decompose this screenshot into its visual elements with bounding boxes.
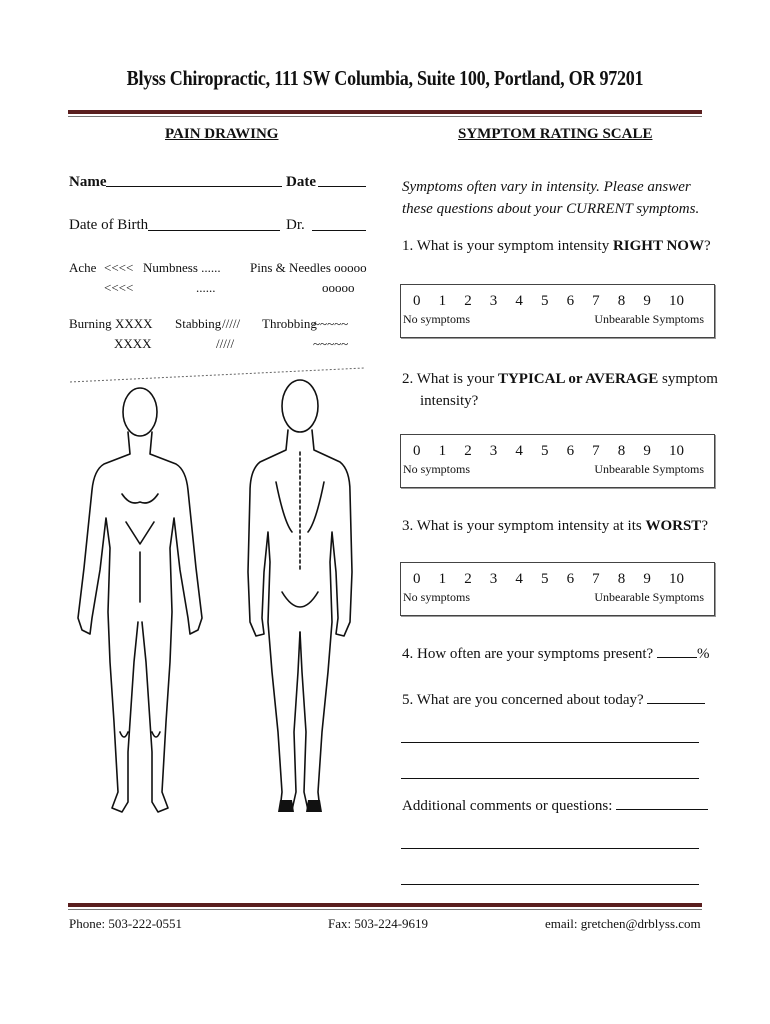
legend-burning-symbol: XXXX — [115, 316, 153, 331]
q2-text-line-2: intensity? — [420, 393, 479, 409]
footer-divider — [68, 903, 702, 907]
scale-3-high: Unbearable Symptoms — [594, 590, 704, 604]
doctor-field[interactable] — [312, 230, 366, 231]
scale-3-option-4[interactable]: 4 — [515, 571, 523, 587]
scale-2-option-9[interactable]: 9 — [643, 443, 651, 459]
legend-throbbing-symbol-2: ~~~~~ — [313, 336, 349, 351]
legend-ache-symbol-2: <<<< — [104, 280, 134, 295]
date-label: Date — [286, 174, 316, 190]
scale-2-option-10[interactable]: 10 — [668, 443, 684, 459]
scale-2-high: Unbearable Symptoms — [594, 462, 704, 476]
scale-3-option-1[interactable]: 1 — [438, 571, 447, 587]
scale-2-option-1[interactable]: 1 — [438, 443, 447, 459]
scale-3-option-8[interactable]: 8 — [617, 571, 626, 587]
scale-2-option-6[interactable]: 6 — [566, 443, 575, 459]
q2-emphasis: TYPICAL or AVERAGE — [497, 371, 659, 387]
q1-end: ? — [703, 238, 711, 254]
scale-2-option-8[interactable]: 8 — [617, 443, 626, 459]
header-divider — [68, 110, 702, 114]
scale-3-option-6[interactable]: 6 — [566, 571, 575, 587]
scale-2-option-2[interactable]: 2 — [464, 443, 472, 459]
page-title: Blyss Chiropractic, 111 SW Columbia, Suite 100, Portland, OR 97201 — [126, 66, 644, 90]
scale-3-option-10[interactable]: 10 — [668, 571, 684, 587]
scale-1-option-9[interactable]: 9 — [643, 293, 651, 309]
scale-3-option-7[interactable]: 7 — [592, 571, 600, 587]
scale-1-high: Unbearable Symptoms — [594, 312, 704, 326]
scale-1-numbers[interactable] — [401, 293, 714, 310]
legend-ache: Ache — [69, 260, 97, 275]
legend-burning: Burning — [69, 316, 112, 331]
scale-box-2[interactable] — [400, 434, 715, 488]
q3-end: ? — [701, 518, 708, 534]
legend-pins-symbol-2: ooooo — [322, 280, 355, 295]
comments-line-2[interactable] — [401, 848, 699, 849]
scale-1-option-4[interactable]: 4 — [515, 293, 523, 309]
back-body-outline — [248, 380, 352, 810]
scale-2-option-5[interactable]: 5 — [540, 443, 549, 459]
scale-2-option-3[interactable]: 3 — [489, 443, 498, 459]
frequency-field[interactable] — [657, 657, 697, 658]
scale-3-option-5[interactable]: 5 — [540, 571, 549, 587]
footer-email[interactable]: email: gretchen@drblyss.com — [545, 916, 701, 931]
q4-text: 4. How often are your symptoms present? — [402, 646, 657, 662]
q3-text: 3. What is your symptom intensity at its — [402, 518, 646, 534]
scale-1-option-2[interactable]: 2 — [464, 293, 472, 309]
dob-field[interactable] — [148, 230, 280, 231]
concern-field[interactable] — [647, 703, 705, 704]
footer-fax: Fax: 503-224-9619 — [328, 916, 429, 931]
question-1 — [402, 238, 711, 255]
body-diagram[interactable] — [70, 372, 370, 832]
scale-2-low: No symptoms — [403, 462, 471, 476]
legend-numbness-symbol-2: ...... — [196, 280, 216, 295]
legend-throbbing-symbol: ~~~~~ — [313, 316, 349, 331]
scale-1-option-8[interactable]: 8 — [617, 293, 626, 309]
scale-2-option-7[interactable]: 7 — [592, 443, 600, 459]
scale-3-numbers[interactable] — [401, 571, 714, 588]
q1-emphasis: RIGHT NOW — [612, 238, 704, 254]
scale-1-option-5[interactable]: 5 — [540, 293, 549, 309]
scale-1-option-6[interactable]: 6 — [566, 293, 575, 309]
scale-1-option-10[interactable]: 10 — [668, 293, 684, 309]
q1-text: 1. What is your symptom intensity — [402, 238, 613, 254]
question-5 — [402, 692, 705, 709]
intro-text: Symptoms often vary in intensity. Please answer these questions about your CURRENT symptoms. — [402, 179, 700, 217]
question-3 — [402, 518, 708, 535]
question-4 — [402, 646, 709, 663]
legend-pins-needles: Pins & Needles ooooo — [250, 260, 367, 275]
scale-1-low: No symptoms — [403, 312, 471, 326]
legend-ache-symbol: <<<< — [104, 260, 134, 275]
legend-numbness: Numbness ...... — [143, 260, 221, 275]
comments-label: Additional comments or questions: — [402, 798, 613, 814]
scale-1-option-7[interactable]: 7 — [592, 293, 600, 309]
q5-text: 5. What are you concerned about today? — [402, 692, 644, 708]
footer-phone: Phone: 503-222-0551 — [69, 916, 183, 931]
scale-3-option-2[interactable]: 2 — [464, 571, 472, 587]
footer-divider-thin — [68, 909, 702, 910]
dob-label: Date of Birth — [69, 217, 149, 233]
pain-drawing-heading: PAIN DRAWING — [165, 126, 279, 142]
scale-1-option-0[interactable]: 0 — [413, 293, 421, 309]
symptom-scale-heading: SYMPTOM RATING SCALE — [458, 126, 653, 142]
q3-emphasis: WORST — [645, 518, 702, 534]
comments-field[interactable] — [616, 809, 708, 810]
comments-row — [402, 798, 708, 815]
date-field[interactable] — [318, 186, 366, 187]
scale-3-low: No symptoms — [403, 590, 471, 604]
legend-stabbing-symbol: ///// — [222, 316, 241, 331]
legend-throbbing: Throbbing — [262, 316, 317, 331]
concern-line-3[interactable] — [401, 778, 699, 779]
scale-3-option-9[interactable]: 9 — [643, 571, 651, 587]
scale-2-option-4[interactable]: 4 — [515, 443, 523, 459]
legend-stabbing-symbol-2: ///// — [216, 336, 235, 351]
scale-1-option-3[interactable]: 3 — [489, 293, 498, 309]
q4-percent: % — [696, 646, 710, 662]
front-body-outline — [78, 388, 202, 812]
legend-stabbing: Stabbing — [175, 316, 222, 331]
q2-text: 2. What is your — [402, 371, 498, 387]
name-label: Name — [69, 174, 107, 190]
scale-box-1[interactable] — [400, 284, 715, 338]
comments-line-3[interactable] — [401, 884, 699, 885]
concern-line-2[interactable] — [401, 742, 699, 743]
scale-2-numbers[interactable] — [401, 443, 714, 460]
q2-end: symptom — [658, 371, 718, 387]
scale-3-option-3[interactable]: 3 — [489, 571, 498, 587]
doctor-label: Dr. — [286, 217, 305, 233]
scale-1-option-1[interactable]: 1 — [438, 293, 447, 309]
legend-burning-symbol-2: XXXX — [114, 336, 152, 351]
header-divider-thin — [68, 116, 702, 117]
scale-2-option-0[interactable]: 0 — [413, 443, 421, 459]
scale-3-option-0[interactable]: 0 — [413, 571, 421, 587]
scale-box-3[interactable] — [400, 562, 715, 616]
question-2 — [402, 368, 718, 412]
name-field[interactable] — [106, 186, 282, 187]
